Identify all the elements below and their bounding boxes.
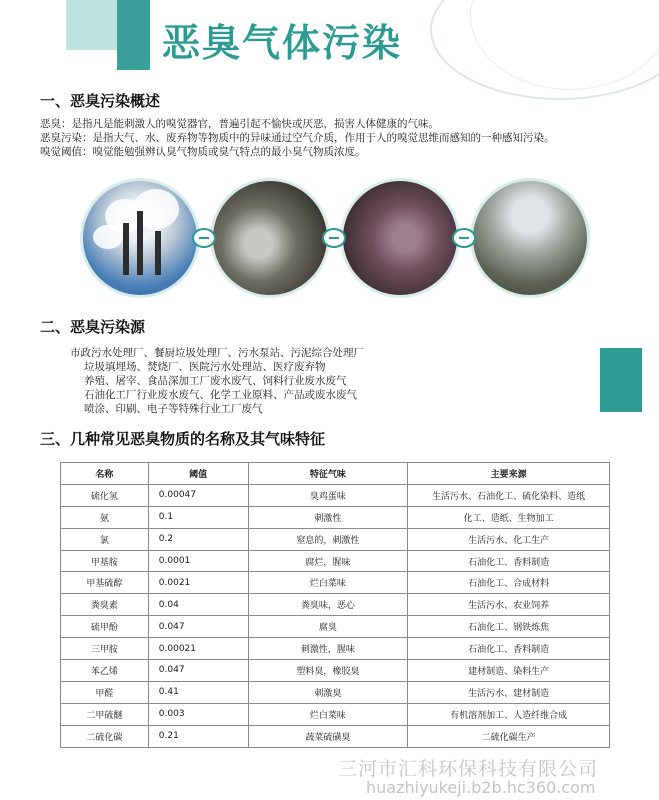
table-row [61,528,610,550]
decorative-square-right [600,348,642,412]
definitions-block [40,117,650,159]
cell-odor: 塑料臭，橡胶臭 [248,660,408,682]
source-line: 喷涂、印刷、电子等特殊行业工厂废气 [84,403,263,415]
cell-odor: 刺激性，腥味 [248,638,408,660]
cell-threshold: 0.00047 [148,484,248,506]
cell-odor: 蔬菜硫磺臭 [248,725,408,747]
column-header-odor: 特征气味 [248,463,408,485]
cell-source: 建材制造、染料生产 [408,660,610,682]
cell-threshold: 0.00021 [148,638,248,660]
cell-threshold: 0.1 [148,506,248,528]
cell-source: 生活污水、石油化工、硫化染料、造纸 [408,484,610,506]
table-row [61,484,610,506]
odor-substance-table [60,462,610,748]
cell-odor: 窒息的，刺激性 [248,528,408,550]
cell-threshold: 0.0021 [148,572,248,594]
cell-threshold: 0.047 [148,660,248,682]
table-row [61,572,610,594]
cell-odor: 烂白菜味 [248,572,408,594]
cell-name: 硫甲酚 [61,616,149,638]
cell-name: 二硫化碳 [61,725,149,747]
source-line: 垃圾填埋场、焚烧厂、医院污水处理站、医疗废弃物 [84,361,326,373]
cell-source: 生活污水、农业饲养 [408,594,610,616]
decorative-square-teal [117,0,150,70]
garbage-river-photo [210,178,330,298]
cell-name: 甲基胺 [61,550,149,572]
page-title: 恶臭气体污染 [162,21,403,65]
table-row [61,638,610,660]
cell-source: 生活污水、化工生产 [408,528,610,550]
waste-pile-photo [340,178,460,298]
landfill-photo [470,178,590,298]
table-row [61,616,610,638]
watermark-company: 三河市汇科环保科技有限公司 [338,758,599,780]
table-row [61,594,610,616]
table-row [61,506,610,528]
section-heading-odor-table: 三、几种常见恶臭物质的名称及其气味特征 [40,430,326,448]
source-line: 市政污水处理厂、餐厨垃圾处理厂、污水泵站、污泥综合处理厂 [70,347,364,359]
pollution-photo-strip [80,178,590,298]
connector-dash-icon [452,228,476,248]
cell-source: 化工、造纸、生物加工 [408,506,610,528]
cell-threshold: 0.0001 [148,550,248,572]
connector-dash-icon [192,228,216,248]
table-row [61,550,610,572]
cell-source: 有机溶剂加工、人造纤维合成 [408,703,610,725]
cell-name: 氯 [61,528,149,550]
column-header-name: 名称 [61,463,149,485]
cell-source: 生活污水、建材制造 [408,681,610,703]
section-heading-overview: 一、恶臭污染概述 [40,92,161,110]
cell-source: 二硫化碳生产 [408,725,610,747]
cell-odor: 刺激臭 [248,681,408,703]
cell-odor: 腐烂，腥味 [248,550,408,572]
connector-dash-icon [322,228,346,248]
table-row [61,681,610,703]
cell-name: 苯乙烯 [61,660,149,682]
cell-name: 氨 [61,506,149,528]
cell-name: 硫化氢 [61,484,149,506]
decorative-square-light [66,0,118,50]
cell-odor: 臭鸡蛋味 [248,484,408,506]
cell-source: 石油化工、香料制造 [408,638,610,660]
cell-source: 石油化工、香料制造 [408,550,610,572]
cell-threshold: 0.21 [148,725,248,747]
cell-odor: 腐臭 [248,616,408,638]
cell-name: 二甲硫醚 [61,703,149,725]
definition-odor-threshold: 嗅觉阈值：嗅觉能勉强辨认臭气物质或臭气特点的最小臭气物质浓度。 [40,146,366,158]
definition-odor-pollution: 恶臭污染：是指大气、水、废弃物等物质中的异味通过空气介质，作用于人的嗅觉思维而感知的一种感知污染。 [40,132,555,144]
definition-odor: 恶臭：是指凡是能刺激人的嗅觉器官，普遍引起不愉快或厌恶，损害人体健康的气味。 [40,118,439,130]
source-line: 养殖、屠宰、食品深加工厂废水废气、饲料行业废水废气 [84,375,347,387]
cell-source: 石油化工、合成材料 [408,572,610,594]
cell-name: 甲基硫醇 [61,572,149,594]
factory-smokestack-photo [80,178,200,298]
cell-name: 三甲胺 [61,638,149,660]
cell-threshold: 0.047 [148,616,248,638]
cell-odor: 烂白菜味 [248,703,408,725]
table-row [61,725,610,747]
column-header-source: 主要来源 [408,463,610,485]
pollution-sources-list [70,346,364,416]
cell-threshold: 0.41 [148,681,248,703]
section-heading-sources: 二、恶臭污染源 [40,318,146,336]
cell-threshold: 0.04 [148,594,248,616]
cell-source: 石油化工、钢铁炼焦 [408,616,610,638]
table-row [61,703,610,725]
table-row [61,660,610,682]
cell-name: 粪臭素 [61,594,149,616]
cell-name: 甲醛 [61,681,149,703]
cell-threshold: 0.003 [148,703,248,725]
column-header-threshold: 阈值 [148,463,248,485]
source-line: 石油化工厂行业废水废气、化学工业原料、产品或废水废气 [84,389,357,401]
cell-threshold: 0.2 [148,528,248,550]
cell-odor: 刺激性 [248,506,408,528]
table-header-row [61,463,610,485]
cell-odor: 粪臭味，恶心 [248,594,408,616]
watermark-url: huazhiyukeji.b2b.hc360.com [366,778,596,797]
